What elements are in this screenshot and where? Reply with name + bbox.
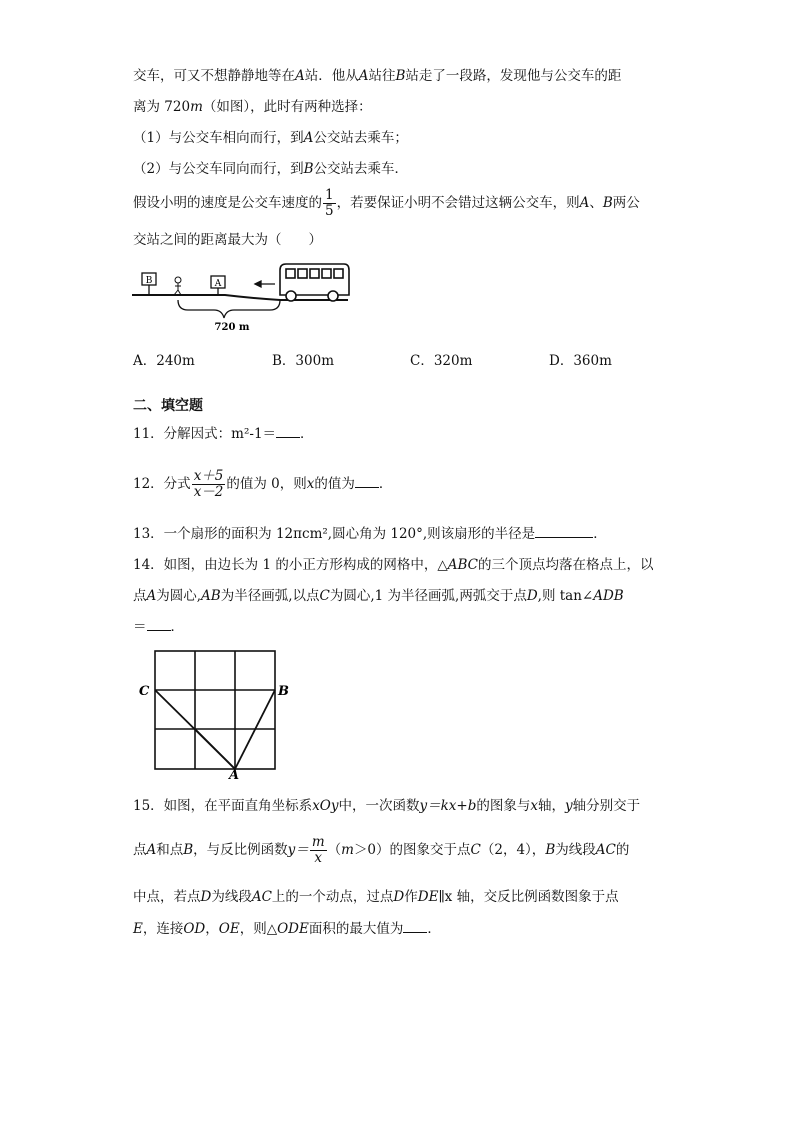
distance-brace [178,300,280,318]
grid-lines [155,651,275,769]
q14-line-1: 14．如图，由边长为 1 的小正方形构成的网格中，△ABC的三个顶点均落在格点上，以 [133,557,654,573]
q10-option-2: （2）与公交车同向而行，到B公交站去乘车． [133,161,409,177]
q10-option-1: （1）与公交车相向而行，到A公交站去乘车； [133,130,408,146]
grid-figure [135,645,295,780]
vertex-c-label: C [139,684,150,699]
q15-line-1: 15．如图，在平面直角坐标系xOy中，一次函数y＝kx+b的图象与x轴，y轴分别交于 [133,798,641,814]
distance-label: 720 m [214,322,250,333]
q10-line-1: 交车，可又不想静静地等在A站．他从A站往B站走了一段路，发现他与公交车的距 [133,68,622,84]
q15-line-3: 中点，若点D为线段AC上的一个动点，过点D作DE∥x 轴，交反比例函数图象于点 [133,889,619,905]
q10-line-5: 假设小明的速度是公交车速度的 $\frac{1}{5}$ ，若要保证小明不会错过这辆公交车，则A、B两公 [133,187,640,219]
q15-fraction: $\frac{m}{x}$ [311,834,325,866]
bus-icon [280,264,349,301]
q13: 13．一个扇形的面积为 12πcm²,圆心角为 120°,则该扇形的半径是 ． [133,526,607,542]
answer-blank [535,525,593,538]
person-icon [174,277,181,295]
answer-blank [147,618,171,631]
stop-a-label: A [214,279,222,289]
q10-line-2: 离为 720m（如图），此时有两种选择： [133,99,372,115]
vertex-a-label: A [229,768,240,780]
q15-line-2: 点A和点B，与反比例函数y＝ $\frac{m}{x}$ （m＞0）的图象交于点C（2，4），B为线段AC的 [133,834,630,866]
choice-d: D．360m [549,353,612,369]
arrow-left-icon [255,281,275,287]
q14-line-3: ＝ ． [133,619,184,635]
bus-figure [130,258,355,336]
q11: 11．分解因式：m²-1＝ ． [133,426,314,442]
answer-blank [403,920,427,933]
q12-fraction: $\frac{x+5}{x-2}$ [193,468,224,500]
q14-line-2: 点A为圆心,AB为半径画弧,以点C为圆心,1 为半径画弧,两弧交于点D,则 tan∠ADB [133,588,624,604]
vertex-b-label: B [278,684,289,699]
q12: 12．分式 $\frac{x+5}{x-2}$ 的值为 0，则x的值为 ． [133,468,393,500]
answer-blank [355,475,379,488]
fraction-one-fifth: $\frac{1}{5}$ [325,187,334,219]
choice-c: C．320m [410,353,473,369]
choice-a: A．240m [133,353,195,369]
q15-line-4: E，连接OD，OE，则△ODE面积的最大值为 ． [133,921,441,937]
choice-b: B．300m [272,353,334,369]
q10-line-6: 交站之间的距离最大为（ ） [133,232,322,248]
stop-b-label: B [145,276,153,286]
section-heading: 二、填空题 [133,398,203,414]
answer-blank [276,425,300,438]
